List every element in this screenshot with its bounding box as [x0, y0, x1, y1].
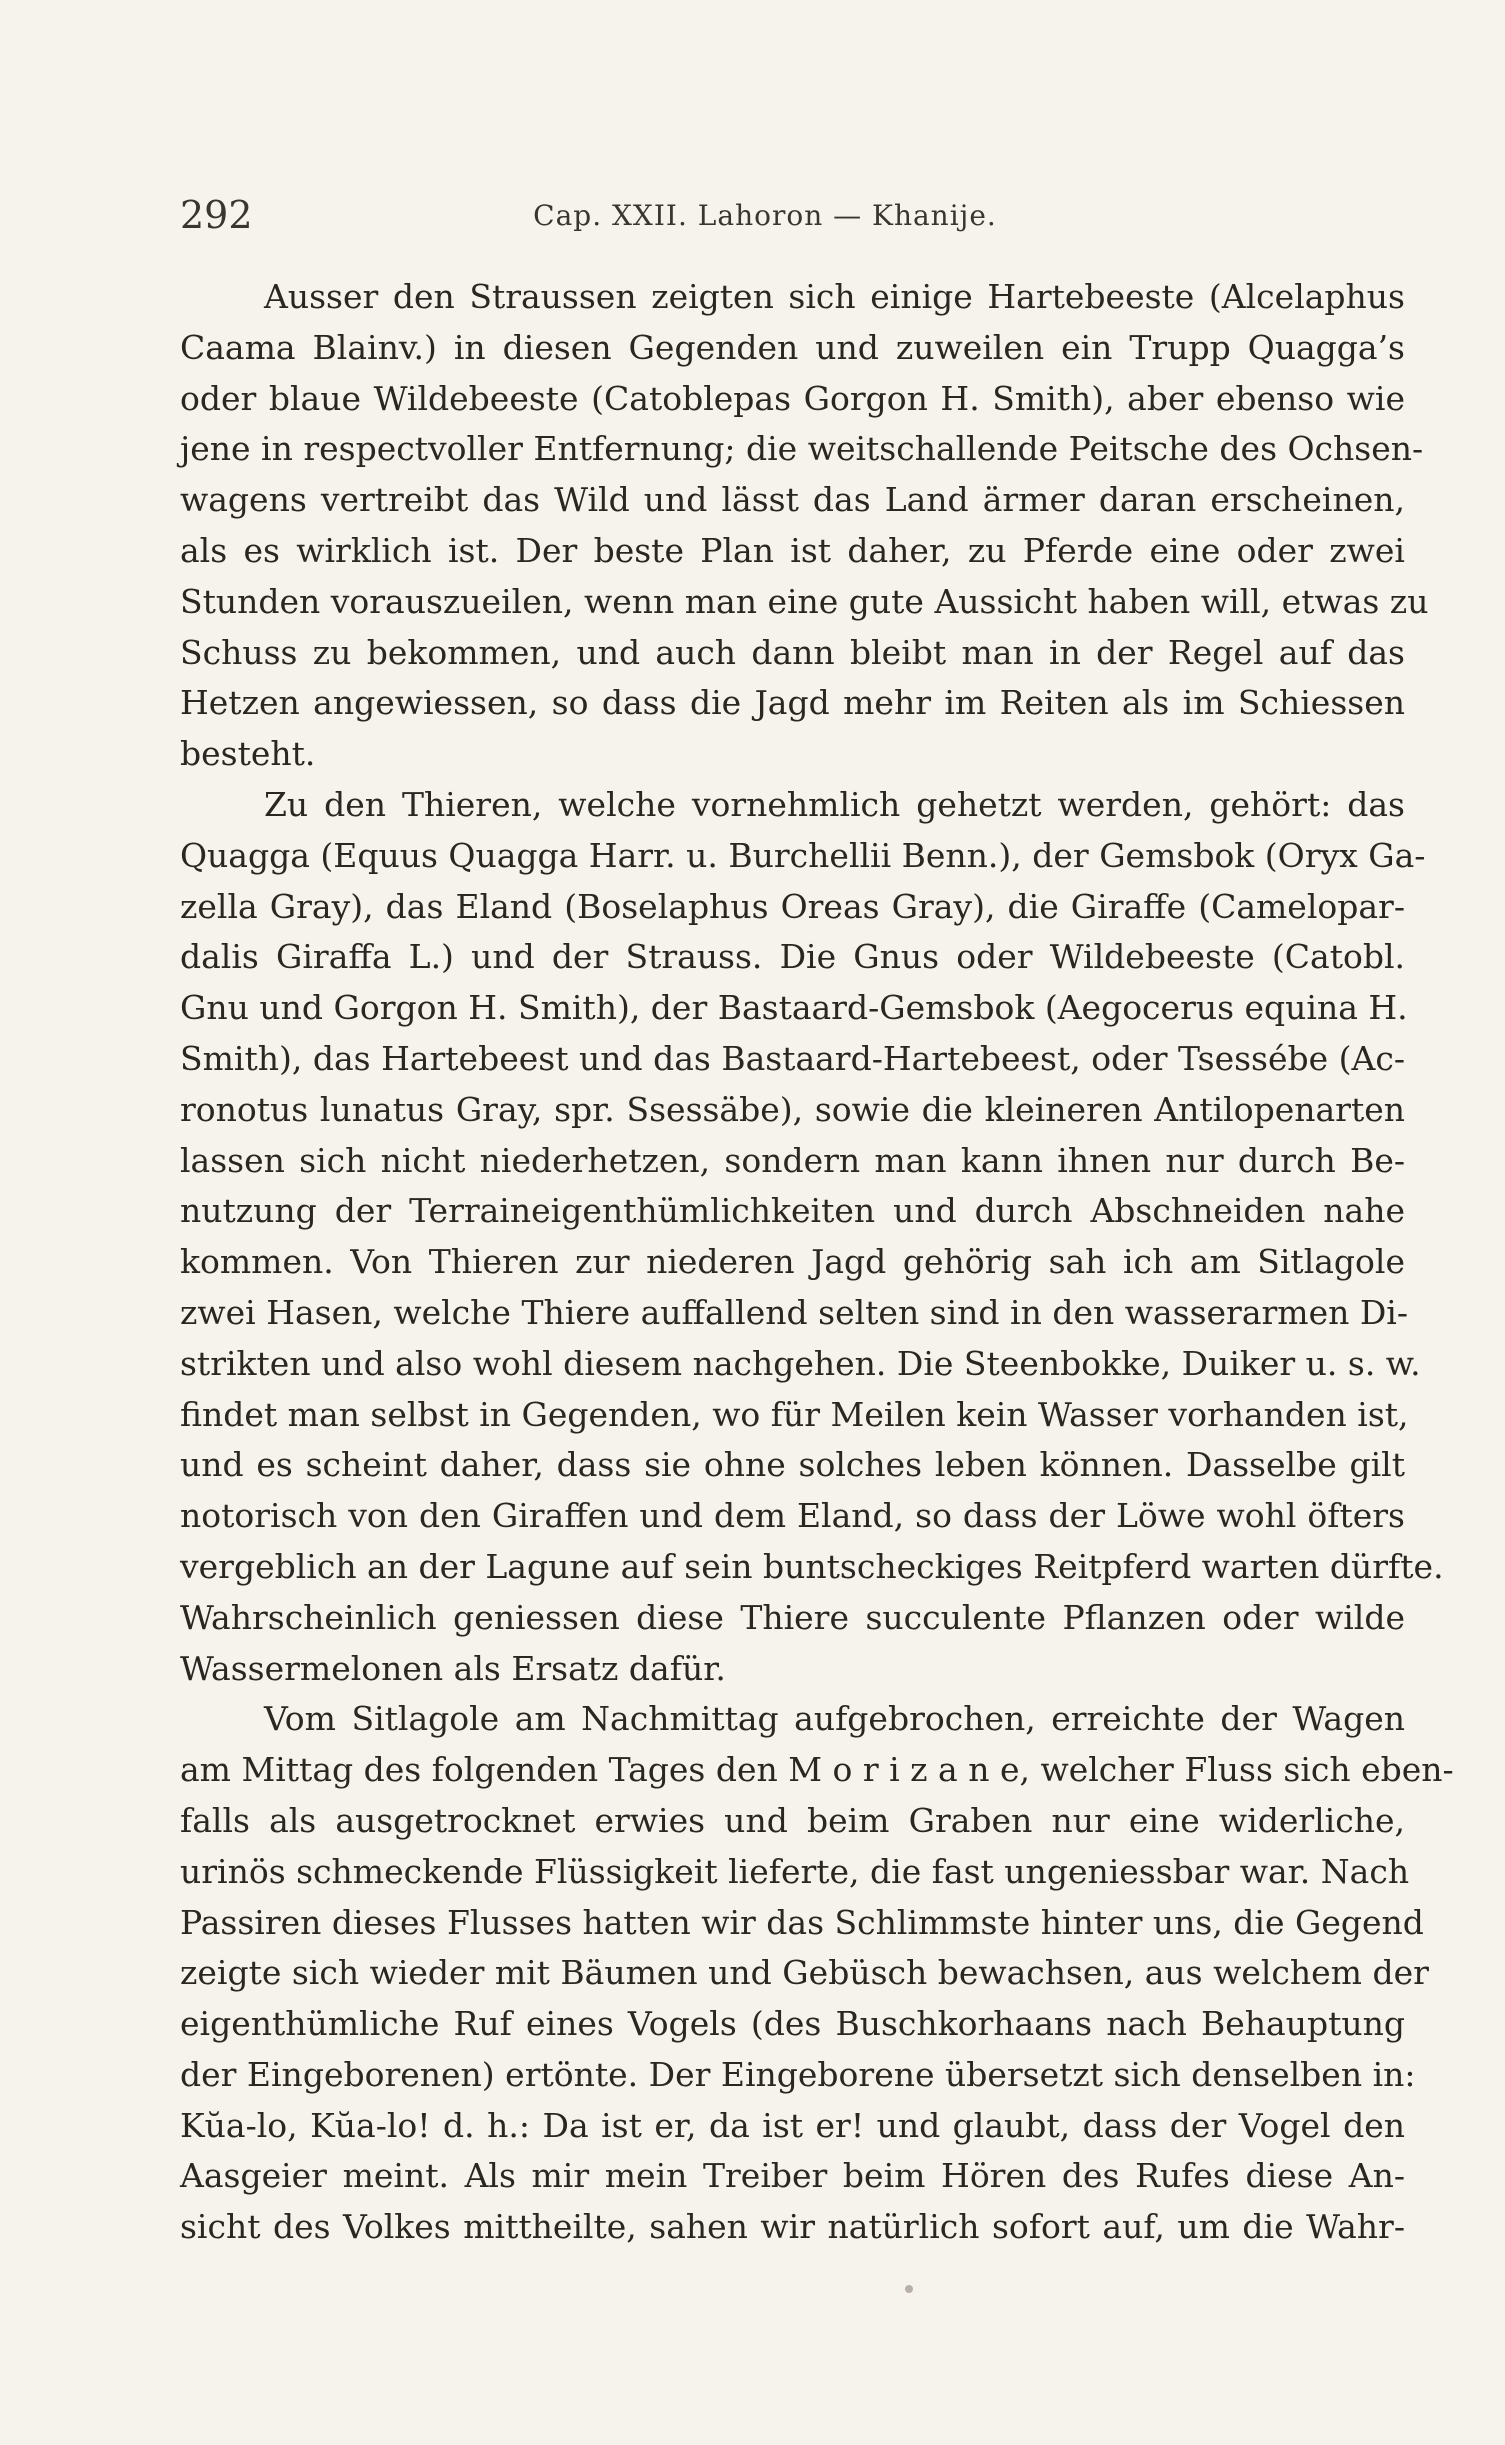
- text-line: zella Gray), das Eland (Boselaphus Oreas Gray), die Giraffe (Camelopar-: [180, 886, 1405, 926]
- text-line: dalis Giraffa L.) und der Strauss. Die Gnus oder Wildebeeste (Catobl.: [180, 937, 1405, 977]
- text-line: Vom Sitlagole am Nachmittag aufgebrochen, erreichte der Wagen: [264, 1699, 1405, 1739]
- text-line: strikten und also wohl diesem nachgehen. Die Steenbokke, Duiker u. s. w.: [180, 1343, 1421, 1383]
- text-line: besteht.: [180, 734, 316, 774]
- footer-dot-mark: [905, 2285, 913, 2293]
- text-line: Caama Blainv.) in diesen Gegenden und zuweilen ein Trupp Quagga’s: [180, 327, 1405, 367]
- text-line: Gnu und Gorgon H. Smith), der Bastaard-Gemsbok (Aegocerus equina H.: [180, 988, 1408, 1028]
- text-line: Stunden vorauszueilen, wenn man eine gute Aussicht haben will, etwas zu: [180, 581, 1429, 621]
- text-line: Ausser den Straussen zeigten sich einige Hartebeeste (Alcelaphus: [264, 277, 1405, 316]
- text-line: findet man selbst in Gegenden, wo für Meilen kein Wasser vorhanden ist,: [180, 1394, 1409, 1434]
- page-header: [180, 190, 1350, 240]
- text-line: Smith), das Hartebeest und das Bastaard-Hartebeest, oder Tsessébe (Ac-: [180, 1038, 1405, 1078]
- text-line: Schuss zu bekommen, und auch dann bleibt man in der Regel auf das: [180, 632, 1405, 672]
- text-line: jene in respectvoller Entfernung; die weitschallende Peitsche des Ochsen-: [180, 429, 1424, 469]
- page-number: 292: [180, 193, 253, 237]
- text-line: Aasgeier meint. Als mir mein Treiber beim Hören des Rufes diese An-: [180, 2156, 1405, 2196]
- text-line: Wassermelonen als Ersatz dafür.: [180, 1648, 726, 1688]
- text-line: notorisch von den Giraffen und dem Eland, so dass der Löwe wohl öfters: [180, 1496, 1405, 1536]
- text-line: sicht des Volkes mittheilte, sahen wir natürlich sofort auf, um die Wahr-: [180, 2207, 1405, 2247]
- text-line: Quagga (Equus Quagga Harr. u. Burchellii Benn.), der Gemsbok (Oryx Ga-: [180, 835, 1426, 875]
- text-line: am Mittag des folgenden Tages den M o r i z a n e, welcher Fluss sich eben-: [180, 1750, 1454, 1790]
- text-line: Zu den Thieren, welche vornehmlich gehetzt werden, gehört: das: [264, 784, 1405, 824]
- text-line: Passiren dieses Flusses hatten wir das Schlimmste hinter uns, die Gegend: [180, 1902, 1424, 1942]
- text-line: lassen sich nicht niederhetzen, sondern man kann ihnen nur durch Be-: [180, 1140, 1405, 1180]
- text-line: ronotus lunatus Gray, spr. Ssessäbe), sowie die kleineren Antilopenarten: [180, 1089, 1405, 1129]
- text-line: nutzung der Terraineigenthümlichkeiten und durch Abschneiden nahe: [180, 1191, 1405, 1231]
- text-line: kommen. Von Thieren zur niederen Jagd gehörig sah ich am Sitlagole: [180, 1242, 1405, 1282]
- text-line: wagens vertreibt das Wild und lässt das Land ärmer daran erscheinen,: [180, 480, 1405, 520]
- text-line: Kŭa-lo, Kŭa-lo! d. h.: Da ist er, da ist er! und glaubt, dass der Vogel den: [180, 2105, 1405, 2145]
- text-line: oder blaue Wildebeeste (Catoblepas Gorgon H. Smith), aber ebenso wie: [180, 378, 1405, 418]
- text-line: der Eingeborenen) ertönte. Der Eingeborene übersetzt sich denselben in:: [180, 2054, 1416, 2094]
- body-text: [180, 272, 1454, 2253]
- text-line: Wahrscheinlich geniessen diese Thiere succulente Pflanzen oder wilde: [180, 1597, 1405, 1637]
- text-line: zeigte sich wieder mit Bäumen und Gebüsch bewachsen, aus welchem der: [180, 1953, 1429, 1993]
- text-line: vergeblich an der Lagune auf sein buntscheckiges Reitpferd warten dürfte.: [180, 1546, 1444, 1586]
- text-line: als es wirklich ist. Der beste Plan ist daher, zu Pferde eine oder zwei: [180, 530, 1405, 570]
- text-line: Hetzen angewiessen, so dass die Jagd mehr im Reiten als im Schiessen: [180, 683, 1405, 723]
- text-line: falls als ausgetrocknet erwies und beim Graben nur eine widerliche,: [180, 1800, 1405, 1840]
- text-line: zwei Hasen, welche Thiere auffallend selten sind in den wasserarmen Di-: [180, 1292, 1409, 1332]
- text-line: eigenthümliche Ruf eines Vogels (des Buschkorhaans nach Behauptung: [180, 2004, 1405, 2044]
- text-line: urinös schmeckende Flüssigkeit lieferte, die fast ungeniessbar war. Nach: [180, 1851, 1410, 1891]
- text-line: und es scheint daher, dass sie ohne solches leben können. Dasselbe gilt: [180, 1445, 1405, 1485]
- running-head: Cap. XXII. Lahoron — Khanije.: [533, 199, 997, 232]
